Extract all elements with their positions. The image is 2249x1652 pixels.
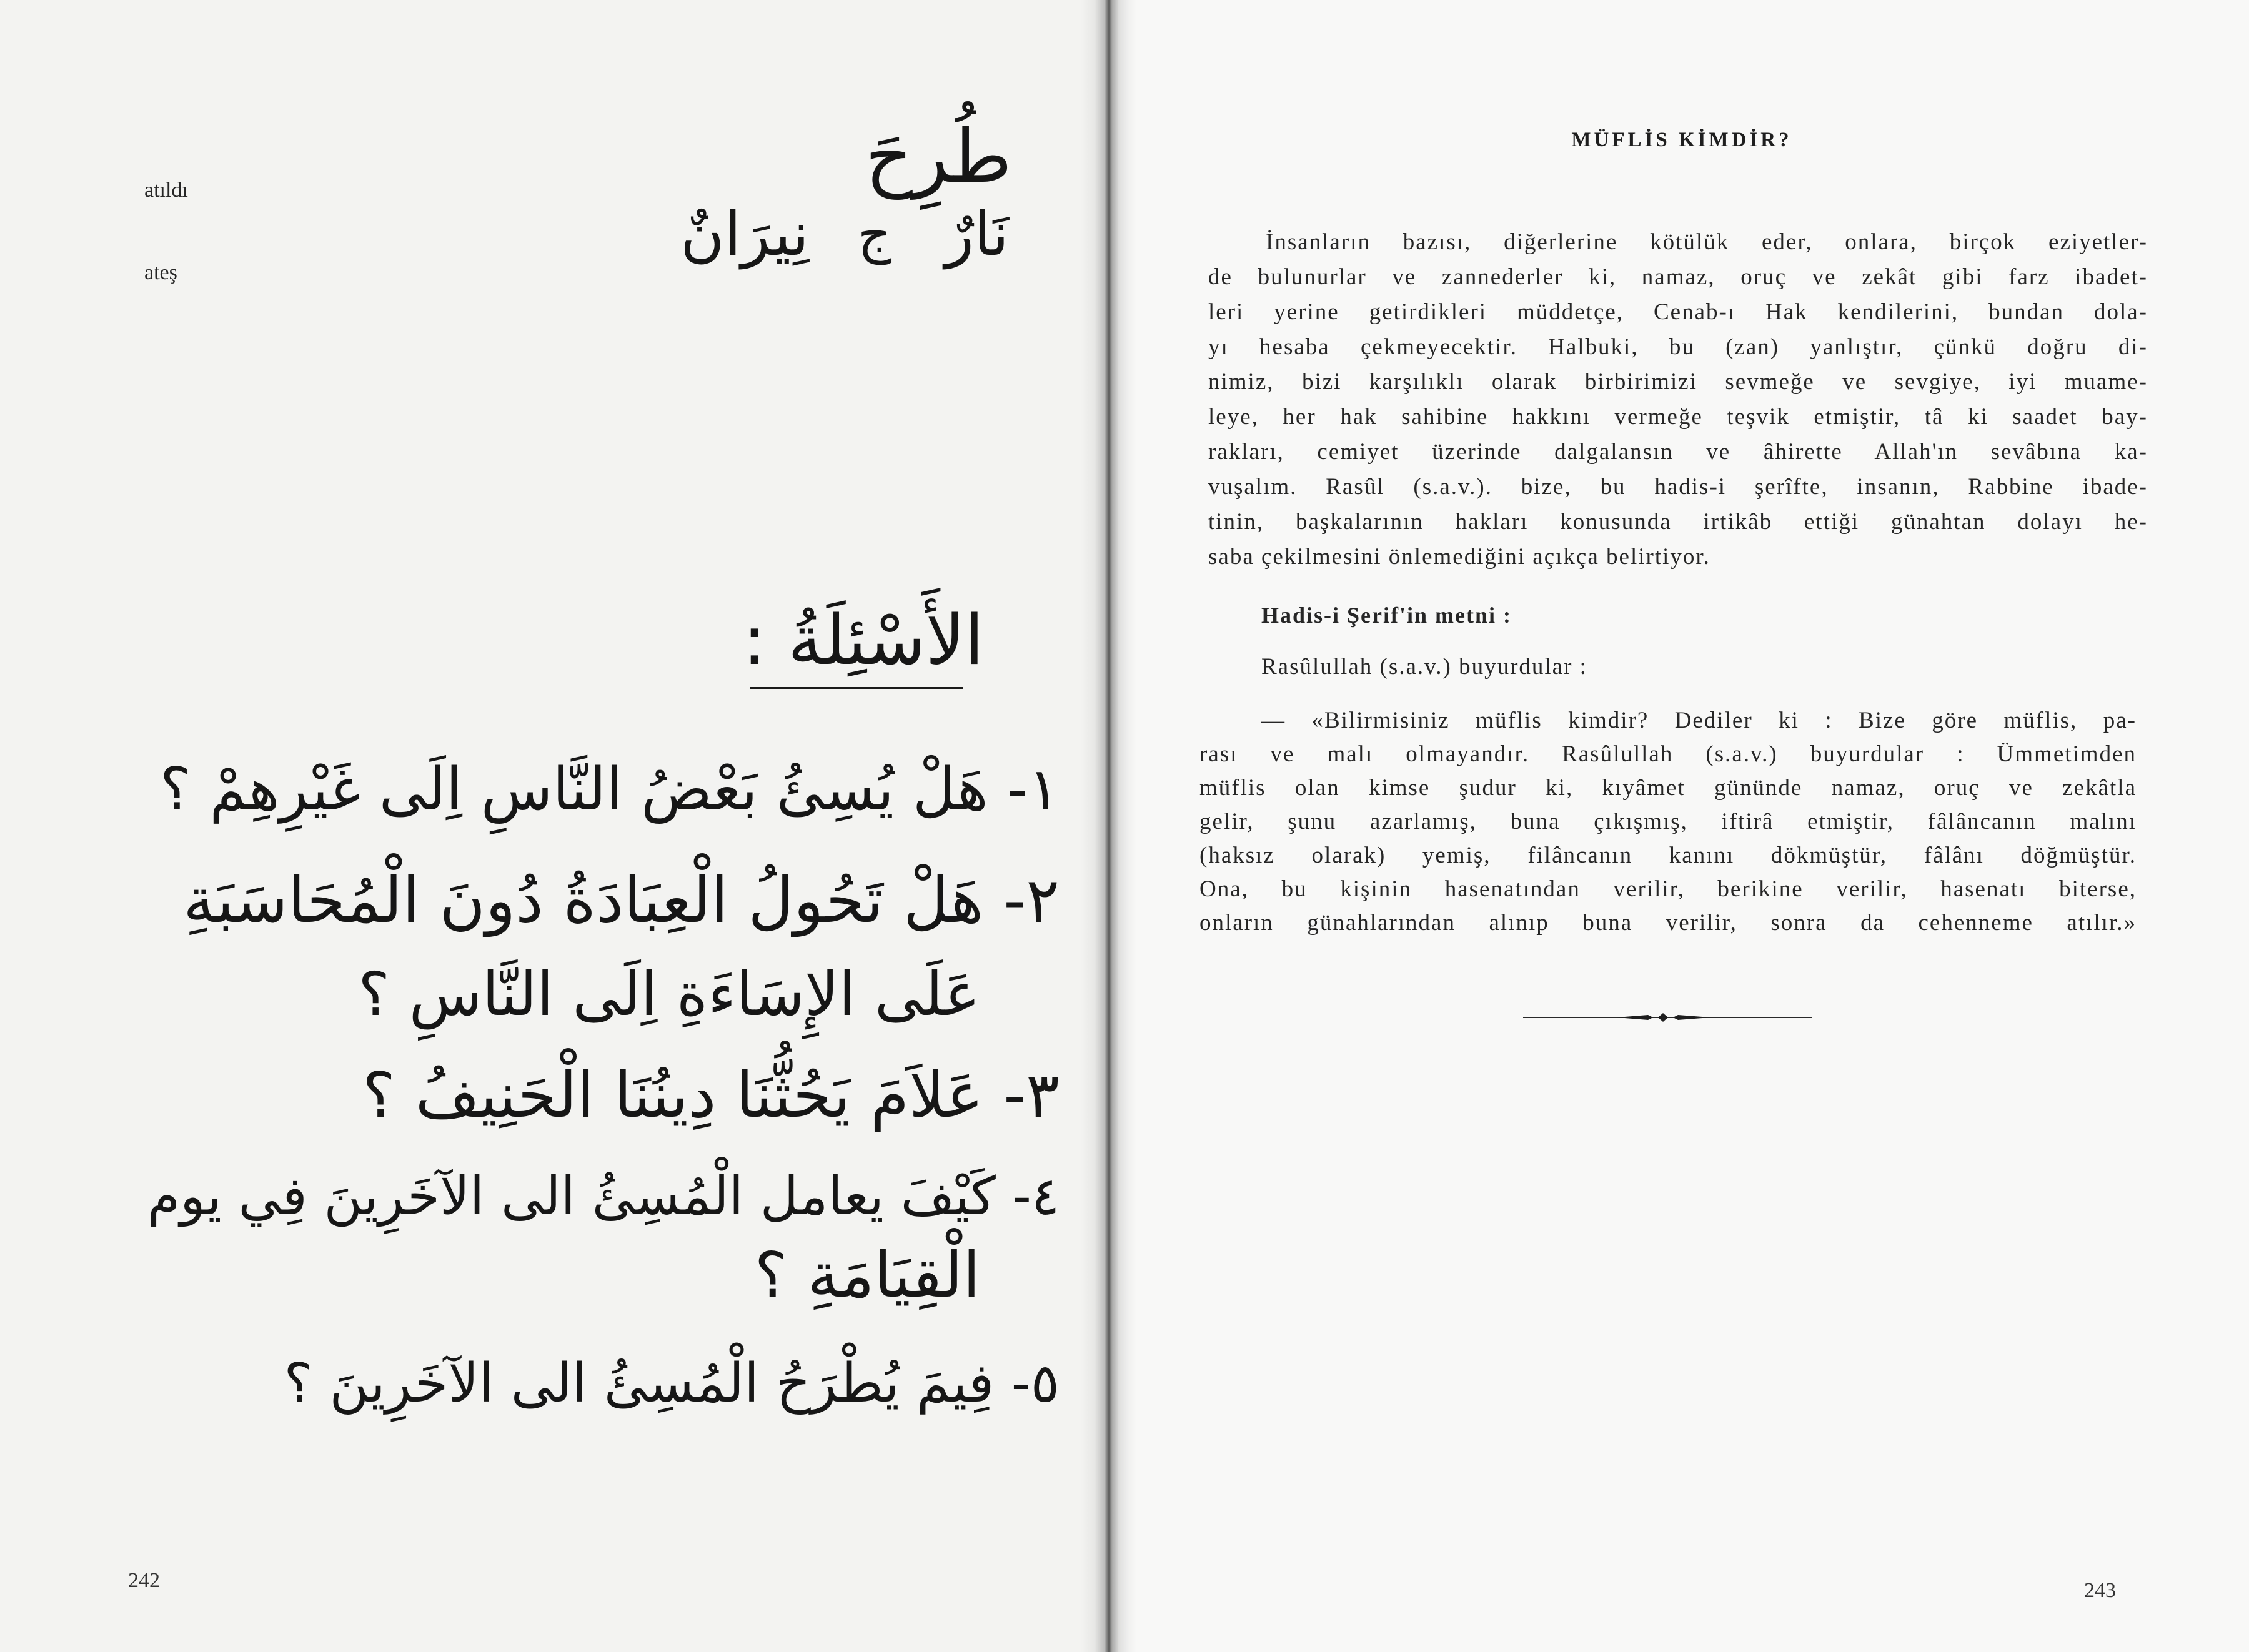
hadith-heading: Hadis-i Şerif'in metni : (1261, 603, 1512, 628)
intro-line-6: leye, her hak sahibine hakkını vermeğe teşvik etmiştir, tâ ki saadet bay- (1208, 404, 2148, 430)
divider-left-arrow (1617, 1015, 1653, 1020)
question-line-3-text: ٣- عَلاَمَ يَحُثُّنَا دِينُنَا الْحَنِيفُ ؟ (362, 1059, 1060, 1132)
hadith-line-5: (haksız olarak) yemiş, filâncanın kanını dökmüştür, fâlânı döğmüştür. (1199, 843, 2137, 868)
hadith-line-4: gelir, şunu azarlamış, buna çıkışmış, iftirâ etmiştir, fâlâncanın malını (1199, 809, 2137, 834)
question-line-2-continuation-text: عَلَى الإِسَاءَةِ اِلَى النَّاسِ ؟ (358, 959, 980, 1029)
glossary-arabic-plural (637, 187, 809, 281)
question-line-2-continuation (350, 944, 980, 1044)
book-gutter-shadow (1081, 0, 1137, 1652)
intro-line-1: İnsanların bazısı, diğerlerine kötülük eder, onlara, birçok eziyetler- (1266, 229, 2148, 255)
page-title: MÜFLİS KİMDİR? (1571, 129, 1792, 151)
glossary-plural-marker-text: ج (857, 204, 892, 265)
question-line-4-text: ٤- كَيْفَ يعامل الْمُسِئُ الى الآخَرِينَ فِي يوم (147, 1165, 1060, 1227)
intro-line-10: saba çekilmesini önlemediğini açıkça belirtiyor. (1208, 544, 1710, 570)
intro-line-4: yı hesaba çekmeyecektir. Halbuki, bu (zan) yanlıştır, çünkü doğru di- (1208, 334, 2148, 360)
question-line-2 (125, 851, 1060, 951)
hadith-line-6: Ona, bu kişinin hasenatından verilir, berikine verilir, hasenatı biterse, (1199, 876, 2137, 902)
hadith-line-1: — «Bilirmisiniz müflis kimdir? Dediler ki : Bize göre müflis, pa- (1261, 708, 2137, 733)
divider-right-arrow (1673, 1015, 1710, 1020)
question-line-4-continuation (675, 1225, 980, 1325)
glossary-arabic-singular-text: نَارٌ (945, 199, 1009, 269)
question-line-2-text: ٢- هَلْ تَحُولُ الْعِبَادَةُ دُونَ الْمُحَاسَبَةِ (183, 864, 1060, 937)
divider-ornament (1523, 1008, 1812, 1027)
questions-heading-text: الأَسْئِلَةُ : (742, 600, 984, 680)
glossary-arabic-1-text: طُرِحَ (865, 113, 1012, 199)
questions-heading (718, 590, 984, 690)
intro-line-3: leri yerine getirdikleri müddetçe, Cenab-ı Hak kendilerini, bundan dola- (1208, 299, 2148, 325)
question-line-1 (150, 740, 1060, 840)
question-line-5-text: ٥- فِيمَ يُطْرَحُ الْمُسِئُ الى الآخَرِينَ ؟ (284, 1352, 1060, 1415)
divider-center-diamond (1658, 1013, 1668, 1022)
question-line-5 (275, 1333, 1060, 1433)
intro-line-9: tinin, başkalarının hakları konusunda irtikâb ettiği günahtan dolayı he- (1208, 509, 2148, 535)
question-line-1-text: ١- هَلْ يُسِئُ بَعْضُ النَّاسِ اِلَى غَيْرِهِمْ ؟ (159, 756, 1060, 824)
glossary-turkish-1: atıldı (144, 179, 188, 202)
hadith-intro: Rasûlullah (s.a.v.) buyurdular : (1261, 654, 1587, 680)
glossary-arabic-plural-text: نِيرَانٌ (680, 199, 809, 269)
question-line-3 (300, 1046, 1060, 1145)
page-number-left: 242 (128, 1569, 160, 1592)
question-line-4-continuation-text: الْقِيَامَةِ ؟ (754, 1239, 980, 1312)
intro-line-8: vuşalım. Rasûl (s.a.v.). bize, bu hadis-i şerîfte, insanın, Rabbine ibade- (1208, 474, 2148, 500)
questions-heading-underline (750, 687, 963, 689)
hadith-line-7: onların günahlarından alınıp buna verilir, sonra da cehenneme atılır.» (1199, 910, 2137, 936)
hadith-line-3: müflis olan kimse şudur ki, kıyâmet gününde namaz, oruç ve zekâtla (1199, 775, 2137, 801)
intro-line-5: nimiz, bizi karşılıklı olarak birbirimizi sevmeğe ve sevgiye, iyi muame- (1208, 369, 2148, 395)
intro-line-7: rakları, cemiyet üzerinde dalgalansın ve âhirette Allah'ın sevâbına ka- (1208, 439, 2148, 465)
hadith-line-2: rası ve malı olmayandır. Rasûlullah (s.a.v.) buyurdular : Ümmetimden (1199, 741, 2137, 767)
page-number-right: 243 (2084, 1579, 2116, 1602)
intro-line-2: de bulunurlar ve zannederler ki, namaz, oruç ve zekât gibi farz ibadet- (1208, 264, 2148, 290)
glossary-turkish-2: ateş (144, 261, 177, 284)
glossary-plural-marker (843, 187, 906, 281)
